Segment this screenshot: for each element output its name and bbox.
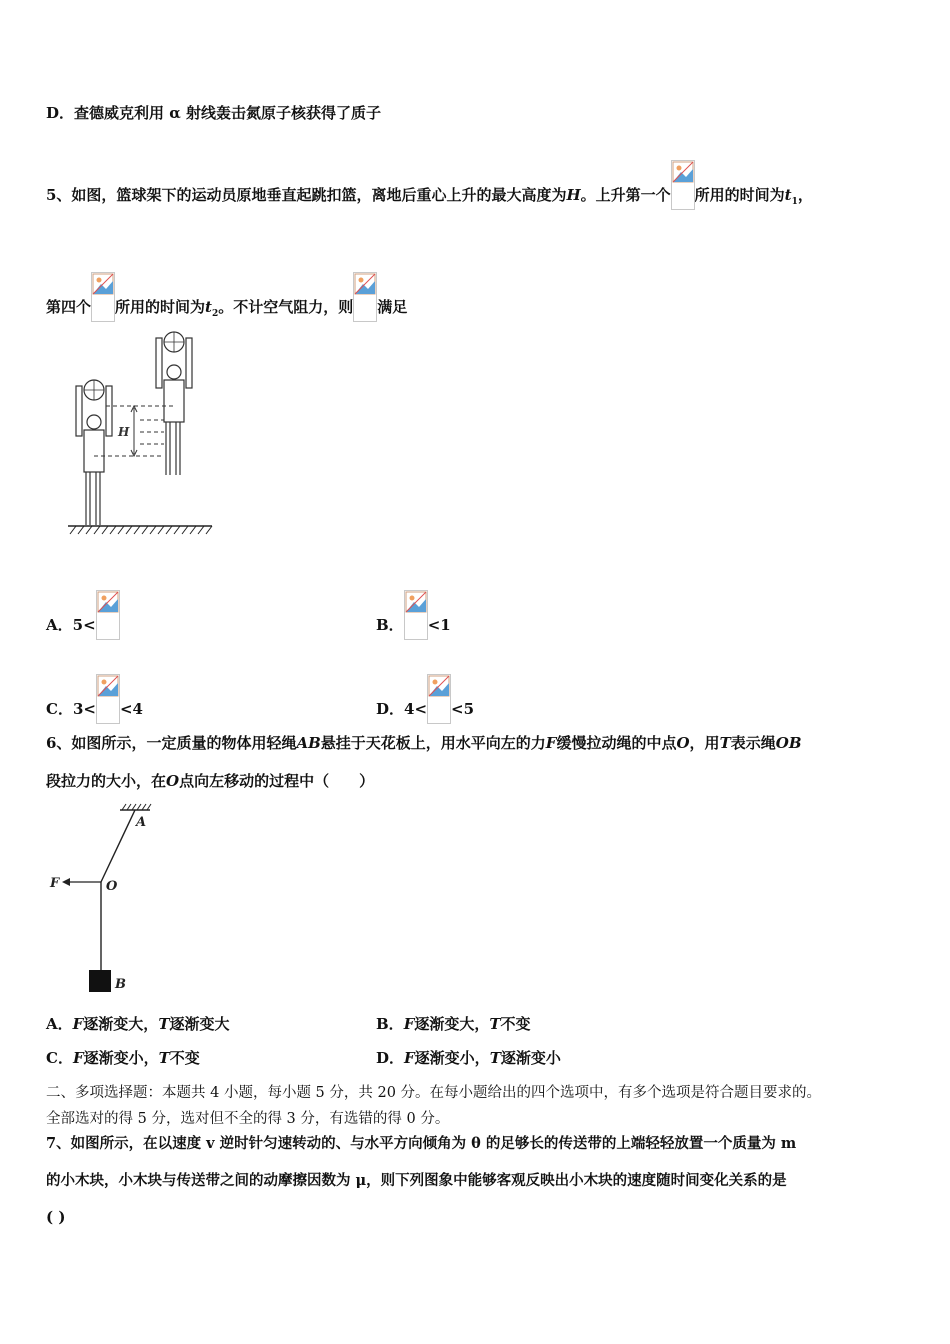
- q5-sub-2: 2: [211, 309, 219, 319]
- q5-option-a-pre: 5<: [72, 616, 96, 634]
- q6-option-b-label: B．: [376, 1015, 404, 1033]
- q6-text-2b: 点向左移动的过程中（ ）: [179, 772, 375, 790]
- q6-option-c-end: 不变: [169, 1049, 200, 1067]
- q7-line-1: 7、如图所示，在以速度 v 逆时针匀速转动的、与水平方向倾角为 θ 的足够长的传送带的上端轻轻放置一个质量为 m: [46, 1135, 797, 1152]
- q5-option-b: [376, 590, 451, 640]
- q6-figure-label-a: A: [136, 815, 147, 830]
- broken-image-icon: [91, 272, 115, 322]
- q5-sub-1: 1: [791, 197, 798, 207]
- q7-line-2: 的小木块，小木块与传送带之间的动摩擦因数为 μ，则下列图象中能够客观反映出小木块的速度随时间变化关系的是: [46, 1172, 787, 1189]
- q6-option-a-f: F: [72, 1015, 84, 1033]
- q6-sym-o2: O: [166, 772, 180, 790]
- q5-line-2: [46, 272, 407, 322]
- q6-option-b-mid: 逐渐变大，: [414, 1015, 490, 1033]
- broken-image-icon: [404, 590, 428, 640]
- q6-option-b: [376, 1013, 531, 1034]
- q5-option-d-post: <5: [451, 700, 475, 718]
- q5-line-1: [46, 160, 813, 210]
- q6-sym-t: T: [719, 734, 731, 752]
- q5-option-c-post: <4: [119, 700, 143, 718]
- q5-option-d: [376, 674, 474, 724]
- q5-option-d-label: D．: [376, 700, 405, 718]
- q6-sym-o: O: [676, 734, 690, 752]
- q6-option-a-label: A．: [46, 1015, 73, 1033]
- q5-text-2: 。上升第一个: [580, 186, 671, 204]
- q6-option-a-end: 逐渐变大: [169, 1015, 230, 1033]
- q6-option-d-f: F: [404, 1049, 415, 1067]
- q7-line-3: ( ): [46, 1208, 66, 1226]
- q5-option-c-pre: 3<: [72, 700, 96, 718]
- q6-figure: [44, 800, 164, 1004]
- broken-image-icon: [671, 160, 695, 210]
- q6-option-c-f: F: [72, 1049, 84, 1067]
- q6-option-b-t: T: [489, 1015, 501, 1033]
- q6-sym-ob: OB: [775, 734, 802, 752]
- q6-line-1: [46, 732, 802, 753]
- q6-option-d-t: T: [489, 1049, 501, 1067]
- q5-option-c-label: C．: [46, 700, 73, 718]
- q6-figure-label-b: B: [115, 977, 126, 992]
- q5-option-c: [46, 674, 143, 724]
- q6-option-d-end: 逐渐变小: [500, 1049, 561, 1067]
- q6-option-c-mid: 逐渐变小，: [83, 1049, 159, 1067]
- q6-figure-label-f: F: [50, 876, 60, 891]
- q5-figure-label-h: H: [118, 425, 130, 439]
- q6-option-a-t: T: [158, 1015, 170, 1033]
- q6-option-c: [46, 1047, 200, 1068]
- q6-text-1a: 6、如图所示，一定质量的物体用轻绳: [46, 734, 297, 752]
- q5-option-b-post: <1: [427, 616, 451, 634]
- q6-option-c-t: T: [158, 1049, 170, 1067]
- q5-option-a: [46, 590, 120, 640]
- broken-image-icon: [353, 272, 377, 322]
- q6-text-1c: 缓慢拉动绳的中点: [556, 734, 677, 752]
- q6-text-1b: 悬挂于天花板上，用水平向左的力: [320, 734, 546, 752]
- q6-text-1d: ，用: [689, 734, 720, 752]
- q5-text-4: ，: [797, 186, 813, 204]
- q5-symbol-t2: t: [205, 298, 212, 316]
- q5-option-a-label: A．: [46, 616, 73, 634]
- q6-option-b-f: F: [403, 1015, 415, 1033]
- q5-figure: [60, 328, 220, 542]
- q5-option-d-pre: 4<: [404, 700, 428, 718]
- q5-symbol-t1: t: [784, 186, 792, 204]
- q6-figure-label-o: O: [106, 879, 118, 894]
- q6-option-b-end: 不变: [500, 1015, 531, 1033]
- section2-line-2: 全部选对的得 5 分，选对但不全的得 3 分，有选错的得 0 分。: [46, 1111, 450, 1127]
- q6-option-c-label: C．: [46, 1049, 73, 1067]
- q5-text-8: 满足: [377, 298, 408, 316]
- q6-option-d-label: D．: [376, 1049, 405, 1067]
- section2-line-1: 二、多项选择题：本题共 4 小题，每小题 5 分，共 20 分。在每小题给出的四个选项中，有多个选项是符合题目要求的。: [46, 1085, 822, 1101]
- q6-sym-f: F: [545, 734, 557, 752]
- q5-text-7: 。不计空气阻力，则: [218, 298, 354, 316]
- q6-option-d-mid: 逐渐变小，: [414, 1049, 490, 1067]
- q5-text-6: 所用的时间为: [115, 298, 206, 316]
- q6-sym-ab: AB: [296, 734, 321, 752]
- broken-image-icon: [96, 674, 120, 724]
- q4-option-d: D．查德威克利用 α 射线轰击氮原子核获得了质子: [46, 104, 381, 122]
- q5-text-1: 5、如图，篮球架下的运动员原地垂直起跳扣篮，离地后重心上升的最大高度为: [46, 186, 567, 204]
- q5-text-5: 第四个: [46, 298, 92, 316]
- q6-option-a-mid: 逐渐变大，: [83, 1015, 159, 1033]
- broken-image-icon: [96, 590, 120, 640]
- broken-image-icon: [427, 674, 451, 724]
- q6-text-2a: 段拉力的大小，在: [46, 772, 167, 790]
- q6-option-d: [376, 1047, 561, 1068]
- q6-text-1e: 表示绳: [730, 734, 776, 752]
- q5-symbol-h: H: [566, 186, 581, 204]
- q6-option-a: [46, 1013, 230, 1034]
- q5-text-3: 所用的时间为: [694, 186, 785, 204]
- q5-option-b-label: B．: [376, 616, 404, 634]
- q6-line-2: [46, 770, 374, 791]
